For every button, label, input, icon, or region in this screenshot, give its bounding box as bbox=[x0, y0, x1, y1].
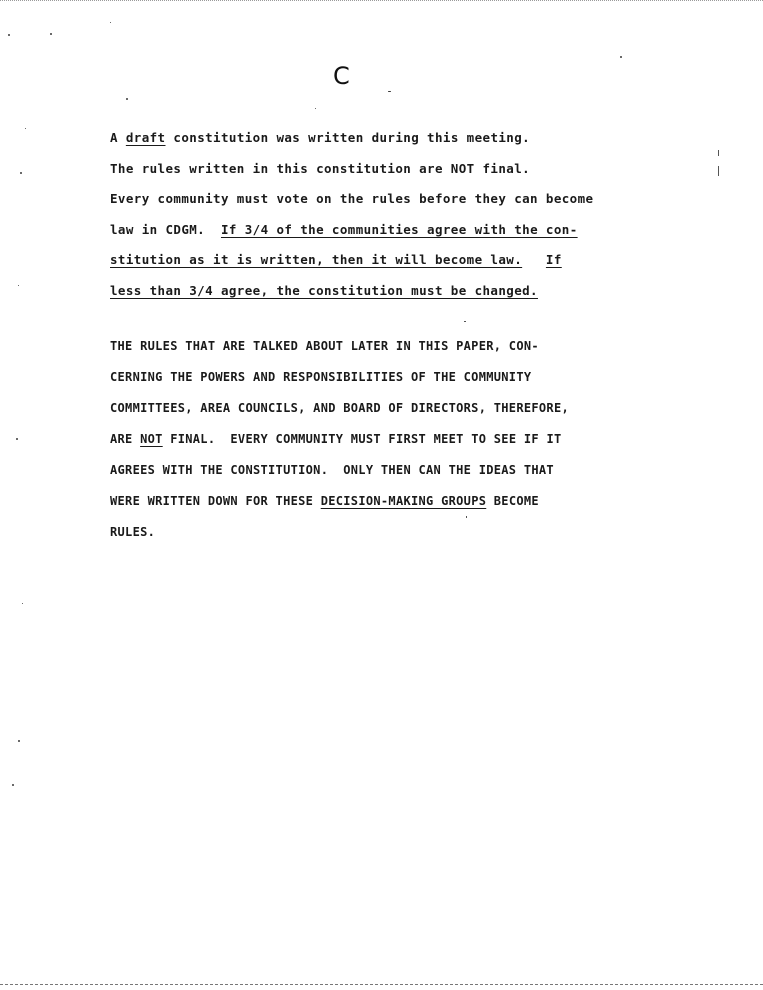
text-segment: A bbox=[110, 130, 126, 145]
scan-speck bbox=[315, 108, 316, 109]
text-segment-underlined: If bbox=[545, 252, 562, 267]
margin-mark bbox=[718, 166, 719, 176]
text-segment: COMMITTEES, AREA COUNCILS, AND BOARD OF DIRECTORS, THEREFORE, bbox=[110, 401, 570, 415]
text-segment-underlined: stitution as it is written, then it will become law. bbox=[110, 252, 523, 267]
text-line bbox=[110, 367, 670, 398]
text-segment: ARE bbox=[110, 432, 141, 446]
scan-speck bbox=[16, 438, 18, 440]
text-segment: THE RULES THAT ARE TALKED ABOUT LATER IN THIS PAPER, CON- bbox=[110, 339, 539, 353]
scan-speck bbox=[464, 321, 466, 322]
top-perforation bbox=[0, 0, 763, 3]
paragraph-draft-constitution bbox=[110, 128, 670, 311]
scan-speck bbox=[388, 91, 391, 92]
text-line bbox=[110, 491, 670, 522]
scan-speck bbox=[8, 34, 10, 36]
text-segment-underlined: DECISION-MAKING GROUPS bbox=[320, 494, 487, 508]
text-segment: BECOME bbox=[486, 494, 539, 508]
text-line bbox=[110, 398, 670, 429]
scan-speck bbox=[110, 22, 111, 23]
scan-speck bbox=[620, 56, 622, 58]
scan-speck bbox=[22, 603, 23, 604]
scan-speck bbox=[25, 128, 26, 129]
text-line bbox=[110, 460, 670, 491]
bottom-edge-line bbox=[0, 984, 763, 986]
scan-speck bbox=[18, 740, 20, 742]
text-segment: FINAL. EVERY COMMUNITY MUST FIRST MEET TO SEE IF IT bbox=[162, 432, 562, 446]
text-line bbox=[110, 128, 670, 159]
paragraph-rules-not-final bbox=[110, 336, 670, 553]
text-line bbox=[110, 159, 670, 190]
text-segment: Every community must vote on the rules before they can become bbox=[110, 191, 594, 206]
text-segment: CERNING THE POWERS AND RESPONSIBILITIES OF THE COMMUNITY bbox=[110, 370, 532, 384]
text-segment: AGREES WITH THE CONSTITUTION. ONLY THEN CAN THE IDEAS THAT bbox=[110, 463, 554, 477]
text-segment: law in CDGM. bbox=[110, 221, 221, 237]
scan-speck bbox=[50, 33, 52, 35]
text-line bbox=[110, 281, 670, 312]
scan-speck bbox=[126, 98, 128, 100]
page-letter-mark: C bbox=[333, 62, 350, 90]
scan-speck bbox=[18, 285, 19, 286]
text-segment-underlined: NOT bbox=[140, 432, 163, 446]
scan-speck bbox=[12, 784, 14, 786]
text-segment: WERE WRITTEN DOWN FOR THESE bbox=[110, 494, 321, 508]
text-segment: constitution was written during this meeting. bbox=[165, 130, 531, 145]
text-segment-underlined: draft bbox=[125, 130, 166, 145]
scan-speck bbox=[20, 172, 22, 174]
margin-mark bbox=[718, 150, 719, 156]
text-line bbox=[110, 522, 670, 553]
text-line bbox=[110, 336, 670, 367]
text-line bbox=[110, 429, 670, 460]
text-segment-underlined: If 3/4 of the communities agree with the con- bbox=[220, 221, 578, 237]
text-segment-underlined: less than 3/4 agree, the constitution must be changed. bbox=[110, 282, 538, 298]
text-segment: RULES. bbox=[110, 525, 156, 539]
text-line bbox=[110, 220, 670, 251]
text-line bbox=[110, 189, 670, 220]
text-line bbox=[110, 250, 670, 281]
text-segment: The rules written in this constitution are NOT final. bbox=[110, 160, 531, 176]
text-segment bbox=[522, 252, 546, 267]
